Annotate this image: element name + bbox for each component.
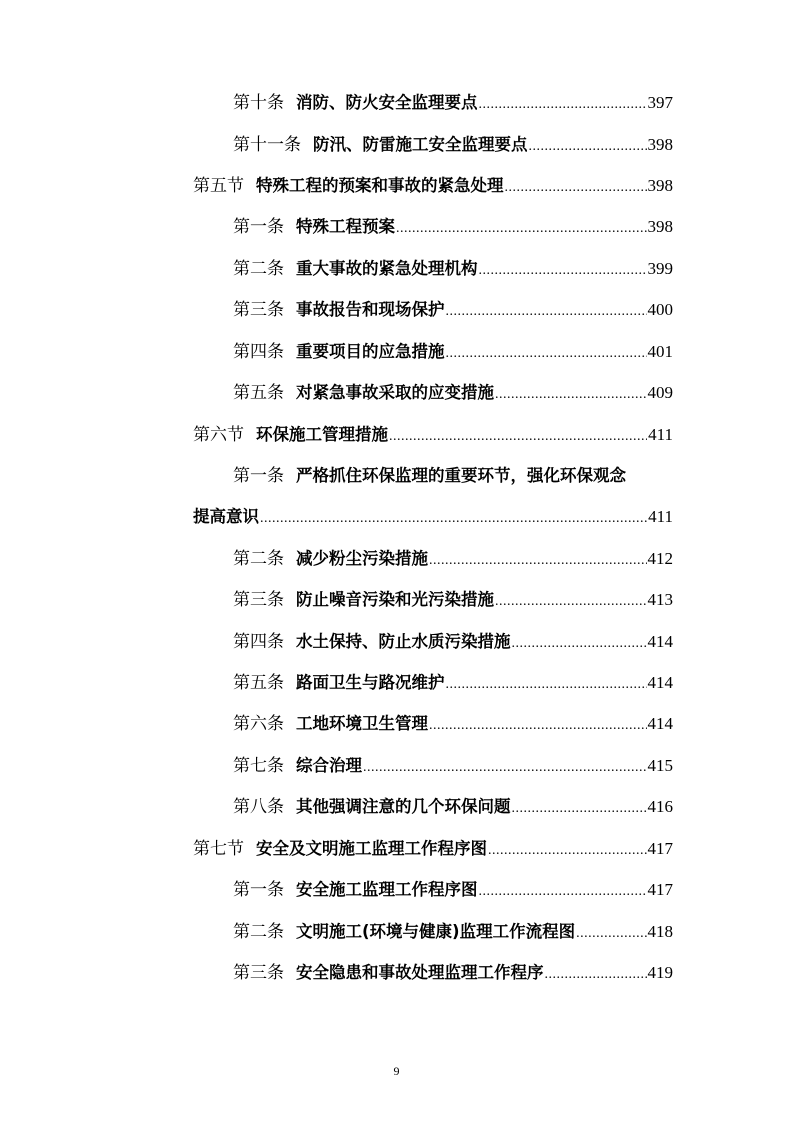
toc-entry-page: 417: [647, 839, 673, 858]
toc-entry-number: 第十条: [233, 93, 284, 113]
toc-entry-title: 事故报告和现场保护: [296, 300, 445, 319]
toc-entry-number: 第七条: [233, 756, 284, 776]
toc-leader-dots: [479, 883, 647, 901]
toc-entry-number: 第五条: [233, 673, 284, 693]
toc-entry-title: 安全及文明施工监理工作程序图: [256, 839, 487, 858]
toc-leader-dots: [446, 345, 647, 363]
toc-entry-title: 文明施工(环境与健康)监理工作流程图: [296, 922, 576, 941]
toc-leader-dots: [505, 179, 647, 197]
toc-entry[interactable]: [233, 374, 673, 404]
toc-leader-dots: [512, 800, 647, 818]
toc-entry-number: 第一条: [233, 880, 284, 900]
toc-leader-dots: [446, 676, 647, 694]
toc-entry-page: 411: [648, 507, 673, 526]
page-number: 9: [393, 1064, 400, 1078]
toc-entry[interactable]: [233, 913, 673, 943]
toc-entry-number: 第三条: [233, 590, 284, 610]
toc-entry-title: 特殊工程预案: [296, 217, 395, 236]
toc-entry[interactable]: [233, 457, 673, 487]
toc-leader-dots: [429, 717, 647, 735]
toc-entry[interactable]: [233, 126, 673, 156]
toc-entry-continuation[interactable]: [193, 498, 673, 528]
toc-entry-page: 416: [647, 797, 673, 816]
toc-entry-number: 第二条: [233, 549, 284, 569]
toc-entry-number: 第四条: [233, 632, 284, 652]
toc-entry-page: 398: [647, 217, 673, 236]
toc-entry-number: 第十一条: [233, 135, 301, 155]
toc-entry-page: 398: [647, 135, 673, 154]
toc-entry-title: 路面卫生与路况维护: [296, 673, 445, 692]
toc-entry-number: 第一条: [233, 217, 284, 237]
toc-entry-title: 减少粉尘污染措施: [296, 549, 428, 568]
toc-leader-dots: [260, 510, 647, 528]
toc-leader-dots: [429, 552, 647, 570]
toc-entry[interactable]: [233, 788, 673, 818]
toc-leader-dots: [446, 303, 647, 321]
toc-entry-page: 414: [647, 714, 673, 733]
toc-entry[interactable]: [233, 250, 673, 280]
toc-entry-page: 398: [647, 176, 673, 195]
toc-entry-title: 防止噪音污染和光污染措施: [296, 590, 494, 609]
toc-leader-dots: [576, 925, 646, 943]
toc-leader-dots: [488, 842, 647, 860]
toc-entry[interactable]: [233, 954, 673, 984]
toc-entry-page: 411: [648, 425, 673, 444]
toc-entry[interactable]: [233, 664, 673, 694]
toc-leader-dots: [495, 593, 647, 611]
toc-entry-number: 第三条: [233, 963, 284, 983]
toc-entry-number: 第五节: [193, 176, 244, 196]
toc-entry-number: 第六条: [233, 714, 284, 734]
toc-leader-dots: [389, 428, 647, 446]
toc-entry-title: 严格抓住环保监理的重要环节，强化环保观念: [296, 466, 626, 485]
toc-entry[interactable]: [233, 581, 673, 611]
toc-entry-page: 414: [647, 632, 673, 651]
toc-entry-title: 其他强调注意的几个环保问题: [296, 797, 511, 816]
toc-entry-page: 399: [647, 259, 673, 278]
toc-leader-dots: [495, 386, 647, 404]
toc-leader-dots: [545, 966, 647, 984]
toc-entry-title: 提高意识: [193, 507, 259, 526]
toc-entry-number: 第二条: [233, 922, 284, 942]
toc-entry-title: 水土保持、防止水质污染措施: [296, 632, 511, 651]
toc-entry[interactable]: [233, 705, 673, 735]
toc-entry-number: 第一条: [233, 466, 284, 486]
toc-entry[interactable]: [233, 871, 673, 901]
toc-entry-page: 401: [647, 342, 673, 361]
toc-entry-title: 重要项目的应急措施: [296, 342, 445, 361]
toc-entry[interactable]: [233, 540, 673, 570]
toc-entry-section[interactable]: [193, 416, 673, 446]
toc-leader-dots: [529, 138, 647, 156]
toc-leader-dots: [479, 96, 647, 114]
toc-entry-page: 419: [647, 963, 673, 982]
toc-entry-number: 第七节: [193, 839, 244, 859]
toc-entry[interactable]: [233, 208, 673, 238]
toc-entry-number: 第五条: [233, 383, 284, 403]
toc-entry-number: 第六节: [193, 425, 244, 445]
toc-entry[interactable]: [233, 333, 673, 363]
toc-entry-number: 第三条: [233, 300, 284, 320]
toc-entry-title: 对紧急事故采取的应变措施: [296, 383, 494, 402]
toc-leader-dots: [479, 262, 647, 280]
toc-entry-title: 安全隐患和事故处理监理工作程序: [296, 963, 544, 982]
toc-leader-dots: [363, 759, 647, 777]
toc-entry-page: 413: [647, 590, 673, 609]
toc-entry-section[interactable]: [193, 830, 673, 860]
toc-entry-title: 重大事故的紧急处理机构: [296, 259, 478, 278]
toc-entry-page: 417: [647, 880, 673, 899]
toc-leader-dots: [512, 635, 647, 653]
toc-entry-title: 环保施工管理措施: [256, 425, 388, 444]
toc-entry-number: 第二条: [233, 259, 284, 279]
toc-entry-title: 工地环境卫生管理: [296, 714, 428, 733]
toc-entry-section[interactable]: [193, 167, 673, 197]
toc-entry-page: 418: [647, 922, 673, 941]
toc-entry-number: 第四条: [233, 342, 284, 362]
toc-leader-dots: [396, 220, 647, 238]
toc-entry[interactable]: [233, 747, 673, 777]
toc-entry[interactable]: [233, 291, 673, 321]
toc-entry-title: 综合治理: [296, 756, 362, 775]
toc-entry-title: 特殊工程的预案和事故的紧急处理: [256, 176, 504, 195]
toc-entry-page: 412: [647, 549, 673, 568]
toc-entry[interactable]: [233, 623, 673, 653]
toc-entry-title: 安全施工监理工作程序图: [296, 880, 478, 899]
toc-entry[interactable]: [233, 84, 673, 114]
toc-entry-page: 400: [647, 300, 673, 319]
toc-entry-page: 397: [647, 93, 673, 112]
toc-entry-page: 415: [647, 756, 673, 775]
toc-entry-page: 414: [647, 673, 673, 692]
toc-entry-page: 409: [647, 383, 673, 402]
toc-entry-title: 防汛、防雷施工安全监理要点: [313, 135, 528, 154]
toc-entry-title: 消防、防火安全监理要点: [296, 93, 478, 112]
toc-entry-number: 第八条: [233, 797, 284, 817]
